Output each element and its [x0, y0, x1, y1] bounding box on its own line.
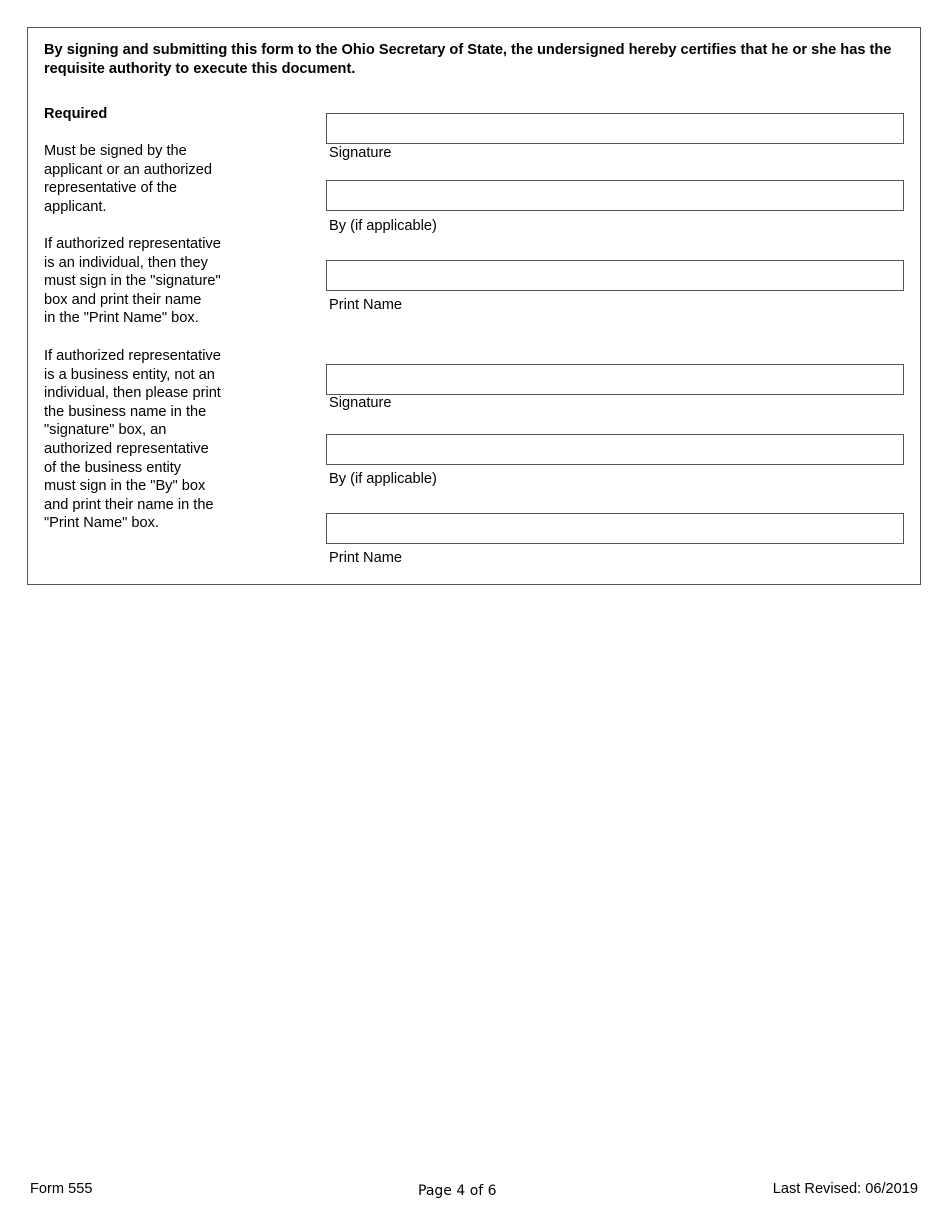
last-revised: Last Revised: 06/2019 [772, 1181, 918, 1197]
instruction-line: individual, then please print [44, 385, 221, 402]
instructions-paragraph-3 [44, 347, 244, 533]
signature-field-2[interactable] [326, 364, 904, 395]
instructions-paragraph-2 [44, 235, 244, 328]
instruction-line: If authorized representative [44, 236, 221, 252]
by-field-1[interactable] [326, 180, 904, 211]
certification-statement: By signing and submitting this form to the Ohio Secretary of State, the undersigned hereby certifies that he or she has the requisite authority to execute this document. [44, 42, 892, 77]
by-label-2: By (if applicable) [329, 471, 437, 487]
by-label-1: By (if applicable) [329, 218, 437, 234]
instruction-line: must sign in the "signature" [44, 273, 221, 290]
print-name-field-2[interactable] [326, 513, 904, 544]
instruction-line: and print their name in the [44, 496, 214, 513]
signature-section [27, 27, 921, 585]
form-number: Form 555 [30, 1181, 93, 1197]
instruction-line: is an individual, then they [44, 254, 208, 271]
signature-field-1[interactable] [326, 113, 904, 144]
instruction-line: If authorized representative [44, 348, 221, 364]
signature-label-1: Signature [329, 145, 392, 161]
page-number: Page 4 of 6 [418, 1183, 497, 1199]
instruction-line: is a business entity, not an [44, 366, 215, 383]
required-heading: Required [44, 106, 108, 122]
instructions-paragraph-1 [44, 142, 244, 216]
instruction-line: box and print their name [44, 291, 202, 308]
instruction-line: Must be signed by the [44, 143, 187, 159]
print-name-field-1[interactable] [326, 260, 904, 291]
print-name-label-1: Print Name [329, 297, 402, 313]
instruction-line: the business name in the [44, 403, 207, 420]
instruction-line: in the "Print Name" box. [44, 310, 199, 327]
signature-label-2: Signature [329, 395, 392, 411]
instruction-line: applicant or an authorized [44, 161, 212, 178]
instruction-line: authorized representative [44, 440, 209, 457]
by-field-2[interactable] [326, 434, 904, 465]
instruction-line: of the business entity [44, 459, 182, 476]
instruction-line: must sign in the "By" box [44, 478, 206, 495]
instruction-line: representative of the [44, 180, 178, 197]
print-name-label-2: Print Name [329, 550, 402, 566]
instruction-line: applicant. [44, 198, 107, 215]
instruction-line: "Print Name" box. [44, 515, 159, 532]
instruction-line: "signature" box, an [44, 422, 167, 439]
